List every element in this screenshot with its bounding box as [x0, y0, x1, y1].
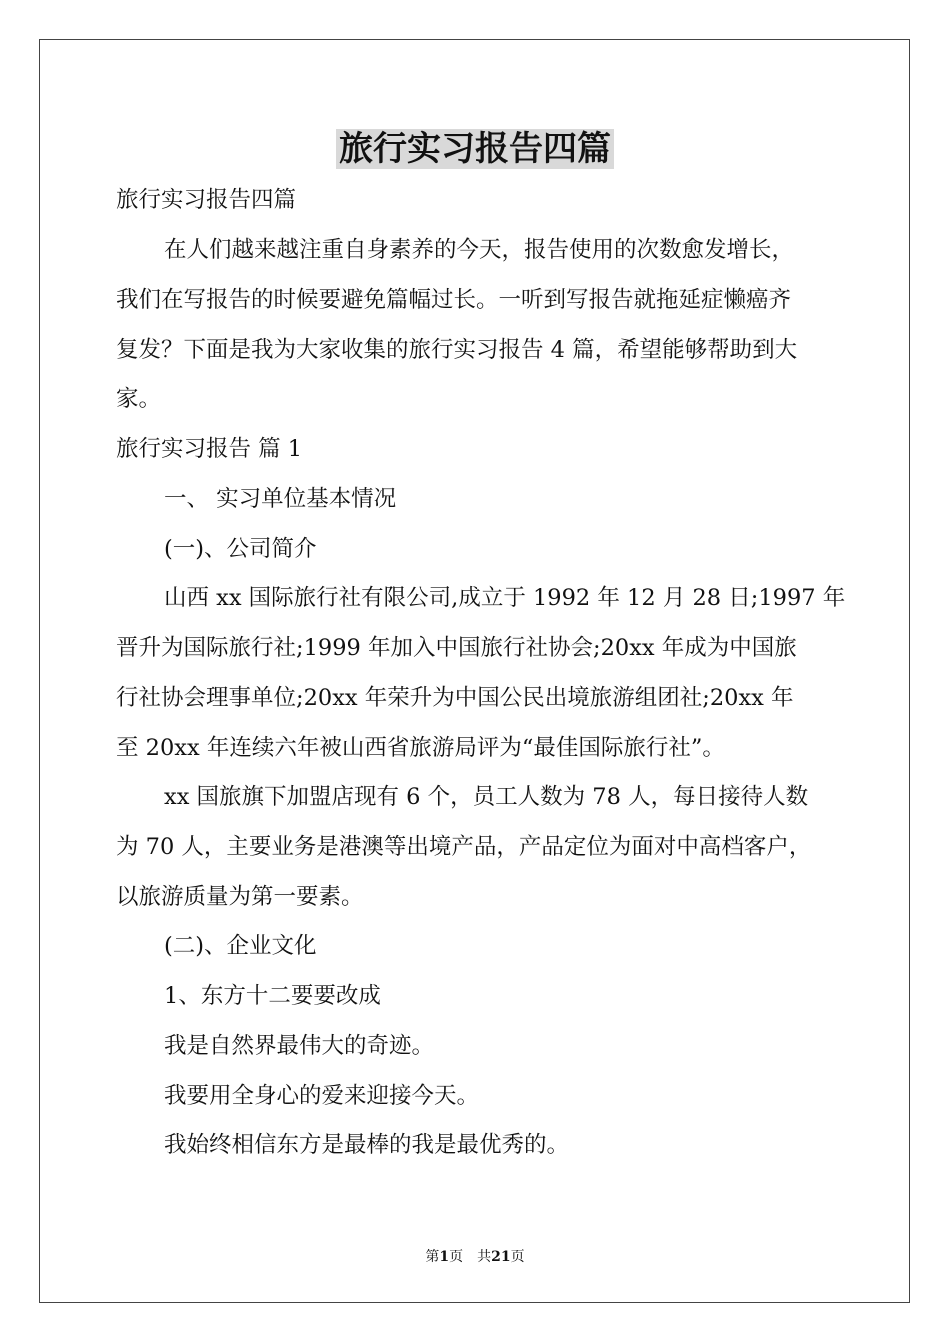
- paragraph-line: 为 70 人，主要业务是港澳等出境产品，产品定位为面对中高档客户，: [116, 834, 812, 860]
- footer-total-pages: 21: [491, 1249, 511, 1265]
- paragraph-line: 晋升为国际旅行社;1999 年加入中国旅行社协会;20xx 年成为中国旅: [116, 635, 797, 661]
- document-title: [0, 125, 950, 173]
- subsection-heading: (一)、公司简介: [164, 536, 317, 562]
- paragraph-line: xx 国旅旗下加盟店现有 6 个，员工人数为 78 人，每日接待人数: [164, 784, 809, 810]
- paragraph-line: 我始终相信东方是最棒的我是最优秀的。: [164, 1132, 570, 1158]
- paragraph-line: 至 20xx 年连续六年被山西省旅游局评为“最佳国际旅行社”。: [116, 735, 725, 761]
- subsection-heading: (二)、企业文化: [164, 933, 317, 959]
- subsection-heading: 一、 实习单位基本情况: [164, 486, 397, 512]
- document-title-text: 旅行实习报告四篇: [336, 129, 614, 169]
- paragraph-line: 我要用全身心的爱来迎接今天。: [164, 1083, 480, 1109]
- paragraph-line: 在人们越来越注重自身素养的今天，报告使用的次数愈发增长，: [164, 237, 795, 263]
- footer-suffix: 页: [510, 1249, 525, 1265]
- subtitle-line: 旅行实习报告四篇: [116, 187, 297, 213]
- paragraph-line: 我们在写报告的时候要避免篇幅过长。一听到写报告就拖延症懒癌齐: [116, 287, 792, 313]
- footer-prefix: 第: [425, 1249, 440, 1265]
- paragraph-line: 山西 xx 国际旅行社有限公司,成立于 1992 年 12 月 28 日;1997 年: [164, 585, 846, 611]
- list-item: 1、东方十二要要改成: [164, 983, 381, 1009]
- paragraph-line: 行社协会理事单位;20xx 年荣升为中国公民出境旅游组团社;20xx 年: [116, 685, 794, 711]
- paragraph-line: 复发？下面是我为大家收集的旅行实习报告 4 篇，希望能够帮助到大: [116, 337, 798, 363]
- footer-page-number: 1: [439, 1249, 450, 1265]
- page-footer: [0, 1247, 950, 1267]
- section-heading: 旅行实习报告 篇 1: [116, 436, 303, 462]
- footer-middle: 页 共: [449, 1249, 492, 1265]
- page-border: [39, 39, 910, 1303]
- paragraph-line: 家。: [116, 386, 162, 412]
- paragraph-line: 我是自然界最伟大的奇迹。: [164, 1033, 435, 1059]
- paragraph-line: 以旅游质量为第一要素。: [116, 884, 364, 910]
